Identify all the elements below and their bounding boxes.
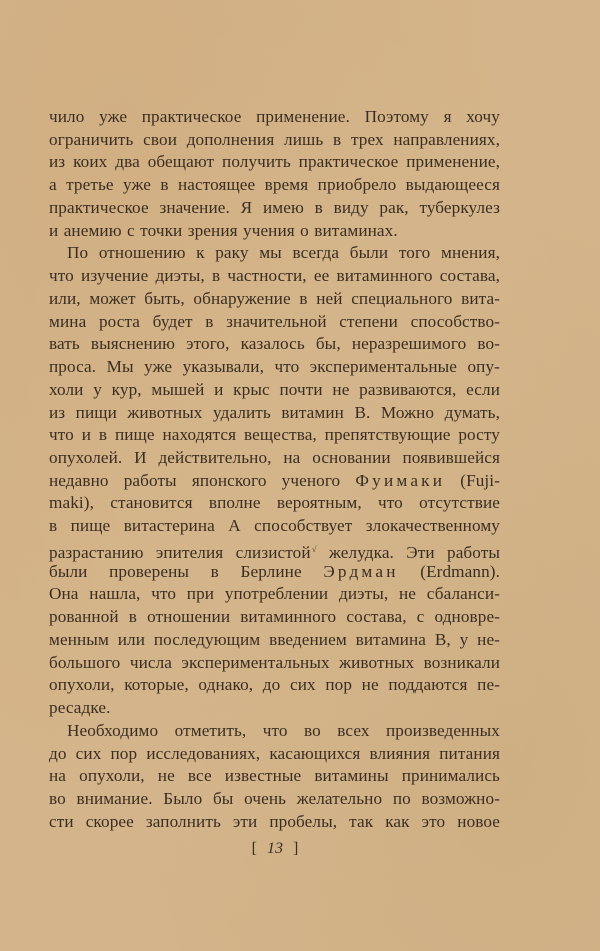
- page-number-value: 13: [267, 840, 283, 857]
- text-segment: недавно работы японского ученого: [49, 470, 356, 490]
- text-line: и анемию с точки зрения учения о витаминах.: [49, 220, 398, 240]
- paragraph-2: [49, 242, 500, 719]
- text-segment: разрастанию эпителия слизистой: [49, 542, 311, 562]
- text-line: рованной в отношении витаминного состава, с одновре-: [49, 607, 500, 627]
- author-name-fujimaki: Фуимаки: [355, 470, 446, 490]
- text-line: мина роста будет в значительной степени способство-: [49, 311, 500, 331]
- text-line: а третье уже в настоящее время приобрело выдающееся: [49, 175, 500, 195]
- bracket-close: ]: [293, 840, 299, 857]
- text-segment: были проверены в Берлине: [49, 561, 324, 581]
- text-line: [49, 470, 500, 493]
- text-line: Необходимо отметить, что во всех произведенных: [67, 720, 500, 740]
- text-segment: (Erdmann).: [398, 561, 500, 581]
- text-line: в пище витастерина А способствует злокачественному: [49, 516, 500, 536]
- text-line: проса. Мы уже указывали, что экспериментальные опу-: [49, 357, 500, 377]
- text-line: [49, 538, 500, 561]
- text-line: Она нашла, что при употреблении диэты, не сбаланси-: [49, 584, 500, 604]
- text-line: чило уже практическое применение. Поэтому я хочу: [49, 107, 500, 126]
- body-text: [49, 106, 500, 834]
- text-line: вать выяснению этого, казалось бы, неразрешимого во-: [49, 334, 500, 354]
- text-segment: желудка. Эти работы: [316, 542, 501, 562]
- text-line: практическое значение. Я имею в виду рак, туберкулез: [49, 197, 500, 217]
- text-line: По отношению к раку мы всегда были того мнения,: [67, 243, 500, 263]
- text-line: из пищи животных удалить витамин В. Можно думать,: [49, 402, 500, 422]
- text-line: во внимание. Было бы очень желательно по возможно-: [49, 789, 500, 809]
- paragraph-3: [49, 720, 500, 834]
- text-line: из коих два обещают получить практическое применение,: [49, 152, 500, 172]
- text-line: ресадке.: [49, 698, 111, 718]
- text-line: большого числа экспериментальных животных возникали: [49, 652, 500, 672]
- bracket-open: [: [251, 840, 257, 857]
- text-line: опухоли, которые, однако, до сих пор не поддаются пе-: [49, 675, 500, 695]
- text-line: холи у кур, мышей и крыс почти не развиваются, если: [49, 379, 500, 399]
- text-segment: (Fuji-: [445, 470, 500, 490]
- text-line: [49, 561, 500, 584]
- text-line: или, может быть, обнаружение в ней специального вита-: [49, 288, 500, 308]
- text-line: опухолей. И действительно, на основании появившейся: [49, 448, 500, 468]
- pencil-checkmark-icon: √: [311, 543, 317, 554]
- paragraph-1: [49, 106, 500, 242]
- text-line: что изучение диэты, в частности, ее витаминного состава,: [49, 266, 500, 286]
- text-line: maki), становится вполне вероятным, что отсутствие: [49, 493, 500, 513]
- text-line: что и в пище находятся вещества, препятствующие росту: [49, 425, 500, 445]
- author-name-erdmann: Эрдман: [323, 561, 399, 581]
- text-line: сти скорее заполнить эти пробелы, так как это новое: [49, 811, 500, 831]
- text-line: на опухоли, не все известные витамины принимались: [49, 766, 500, 786]
- text-line: менным или последующим введением витамина В, у не-: [49, 629, 500, 649]
- text-line: до сих пор исследованиях, касающихся влияния питания: [49, 743, 500, 763]
- text-line: ограничить свои дополнения лишь в трех направлениях,: [49, 129, 500, 149]
- page-number: [0, 840, 550, 858]
